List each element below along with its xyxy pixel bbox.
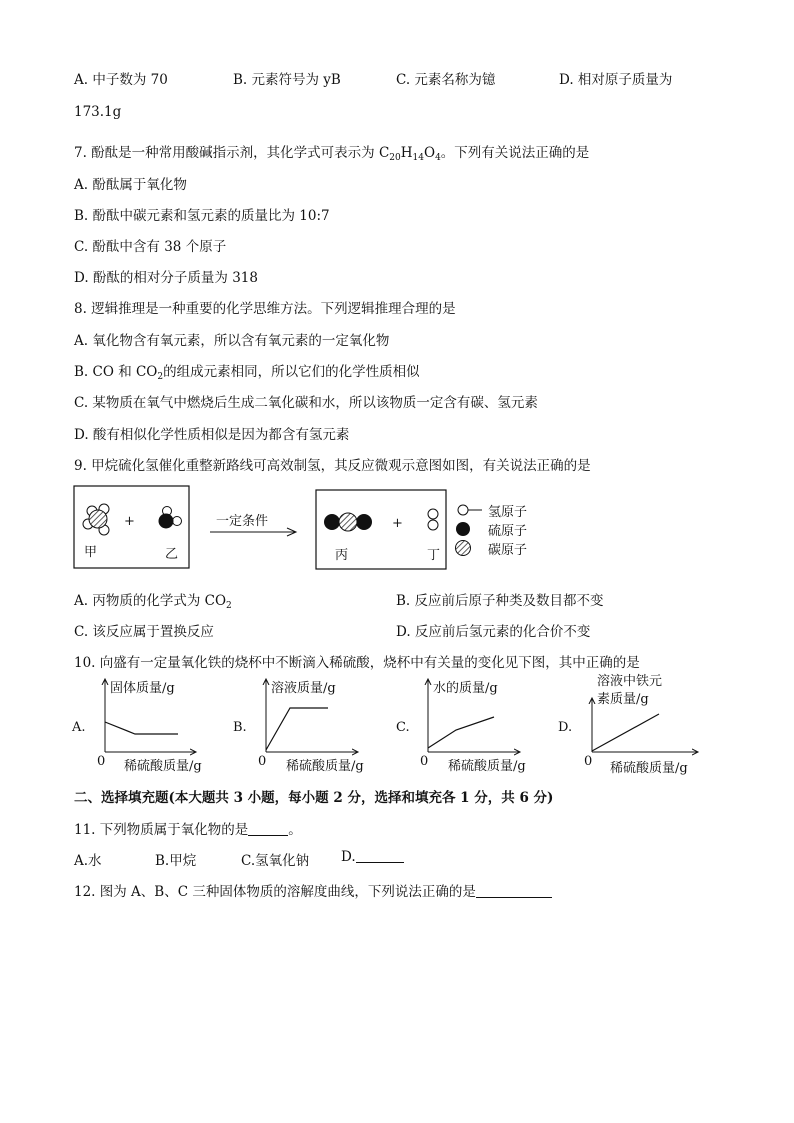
graph-d-ylabel-2: 素质量/g	[597, 692, 649, 707]
q9-option-d: D. 反应前后氢元素的化合价不变	[396, 624, 591, 640]
label-jia: 甲	[84, 545, 98, 560]
q7-option-c: C. 酚酞中含有 38 个原子	[74, 239, 227, 255]
q10-stem: 10. 向盛有一定量氧化铁的烧杯中不断滴入稀硫酸，烧杯中有关量的变化见下图，其中正确的是	[74, 655, 640, 671]
graph-a-origin: 0	[97, 754, 106, 769]
label-bing: 丙	[335, 548, 349, 563]
graph-c-xlabel: 稀硫酸质量/g	[448, 759, 526, 774]
graph-c-ylabel: 水的质量/g	[433, 681, 498, 696]
graph-b-origin: 0	[258, 754, 267, 769]
graph-a-xlabel: 稀硫酸质量/g	[124, 759, 202, 774]
section-2-heading: 二、选择填充题(本大题共 3 小题，每小题 2 分，选择和填充各 1 分，共 6 分)	[74, 790, 554, 806]
q6-option-d: D. 相对原子质量为	[559, 72, 673, 88]
graph-d-option: D.	[558, 720, 573, 735]
q8-option-a: A. 氧化物含有氧元素，所以含有氧元素的一定氧化物	[74, 333, 390, 349]
graph-a	[71, 679, 202, 774]
q7-option-a: A. 酚酞属于氧化物	[74, 177, 187, 193]
q6-option-b: B. 元素符号为 yB	[233, 72, 341, 88]
graph-a-ylabel: 固体质量/g	[110, 681, 175, 696]
q11-answer-blank[interactable]	[248, 823, 288, 836]
graph-d-curve	[592, 714, 659, 751]
q11-option-d-blank[interactable]	[356, 850, 404, 863]
plus-2: +	[392, 516, 403, 531]
graph-c-option: C.	[396, 720, 410, 735]
q10-graphs	[66, 672, 706, 780]
q8-option-c: C. 某物质在氧气中燃烧后生成二氧化碳和水，所以该物质一定含有碳、氢元素	[74, 395, 538, 411]
graph-d-origin: 0	[584, 754, 593, 769]
graph-d-ylabel-1: 溶液中铁元	[597, 674, 663, 689]
q8-option-d: D. 酸有相似化学性质相似是因为都含有氢元素	[74, 427, 350, 443]
q7-option-b: B. 酚酞中碳元素和氢元素的质量比为 10:7	[74, 208, 330, 224]
graph-c	[396, 679, 526, 774]
q11-stem: 11. 下列物质属于氧化物的是 。	[74, 822, 302, 838]
q6-option-d-continued: 173.1g	[74, 104, 122, 120]
graph-b-ylabel: 溶液质量/g	[271, 681, 336, 696]
graph-c-curve	[428, 717, 494, 748]
graph-d-xlabel: 稀硫酸质量/g	[610, 761, 688, 776]
q6-option-c: C. 元素名称为镱	[396, 72, 496, 88]
q12-answer-blank[interactable]	[476, 885, 552, 898]
q6-option-a: A. 中子数为 70	[74, 72, 168, 88]
q8-stem: 8. 逻辑推理是一种重要的化学思维方法。下列逻辑推理合理的是	[74, 301, 456, 317]
label-ding: 丁	[427, 548, 441, 563]
q7-stem: 7. 酚酞是一种常用酸碱指示剂，其化学式可表示为 $C_{20}H_{14}O_4$。下列有关说法正确的是	[74, 145, 590, 163]
plus-1: +	[124, 514, 135, 529]
graph-b	[233, 679, 364, 774]
q9-option-a: A. 丙物质的化学式为 $CO_2$	[74, 593, 232, 611]
graph-c-origin: 0	[420, 754, 429, 769]
legend	[456, 505, 528, 558]
q9-option-c: C. 该反应属于置换反应	[74, 624, 214, 640]
graph-b-xlabel: 稀硫酸质量/g	[286, 759, 364, 774]
cs2-molecule	[324, 513, 372, 531]
graph-b-curve	[266, 708, 328, 750]
graph-d	[558, 673, 698, 776]
q8-option-b: B. CO 和 $CO_2$的组成元素相同，所以它们的化学性质相似	[74, 364, 420, 382]
legend-sulfur: 硫原子	[488, 524, 528, 539]
graph-a-option: A.	[72, 720, 86, 735]
graph-b-option: B.	[233, 720, 247, 735]
q11-option-d: D.	[341, 849, 404, 865]
q9-stem: 9. 甲烷硫化氢催化重整新路线可高效制氢，其反应微观示意图如图，有关说法正确的是	[74, 458, 591, 474]
q11-option-a: A.水	[74, 853, 102, 869]
condition-label: 一定条件	[216, 514, 269, 529]
label-yi: 乙	[165, 547, 179, 562]
q12-stem: 12. 图为 A、B、C 三种固体物质的溶解度曲线，下列说法正确的是	[74, 880, 552, 900]
q7-option-d: D. 酚酞的相对分子质量为 318	[74, 270, 258, 286]
q11-option-b: B.甲烷	[155, 853, 197, 869]
q9-option-b: B. 反应前后原子种类及数目都不变	[396, 593, 604, 609]
legend-carbon: 碳原子	[488, 543, 528, 558]
q11-option-c: C.氢氧化钠	[241, 853, 310, 869]
graph-a-curve	[105, 722, 178, 734]
legend-hydrogen: 氢原子	[488, 505, 528, 520]
reaction-diagram	[70, 482, 550, 574]
